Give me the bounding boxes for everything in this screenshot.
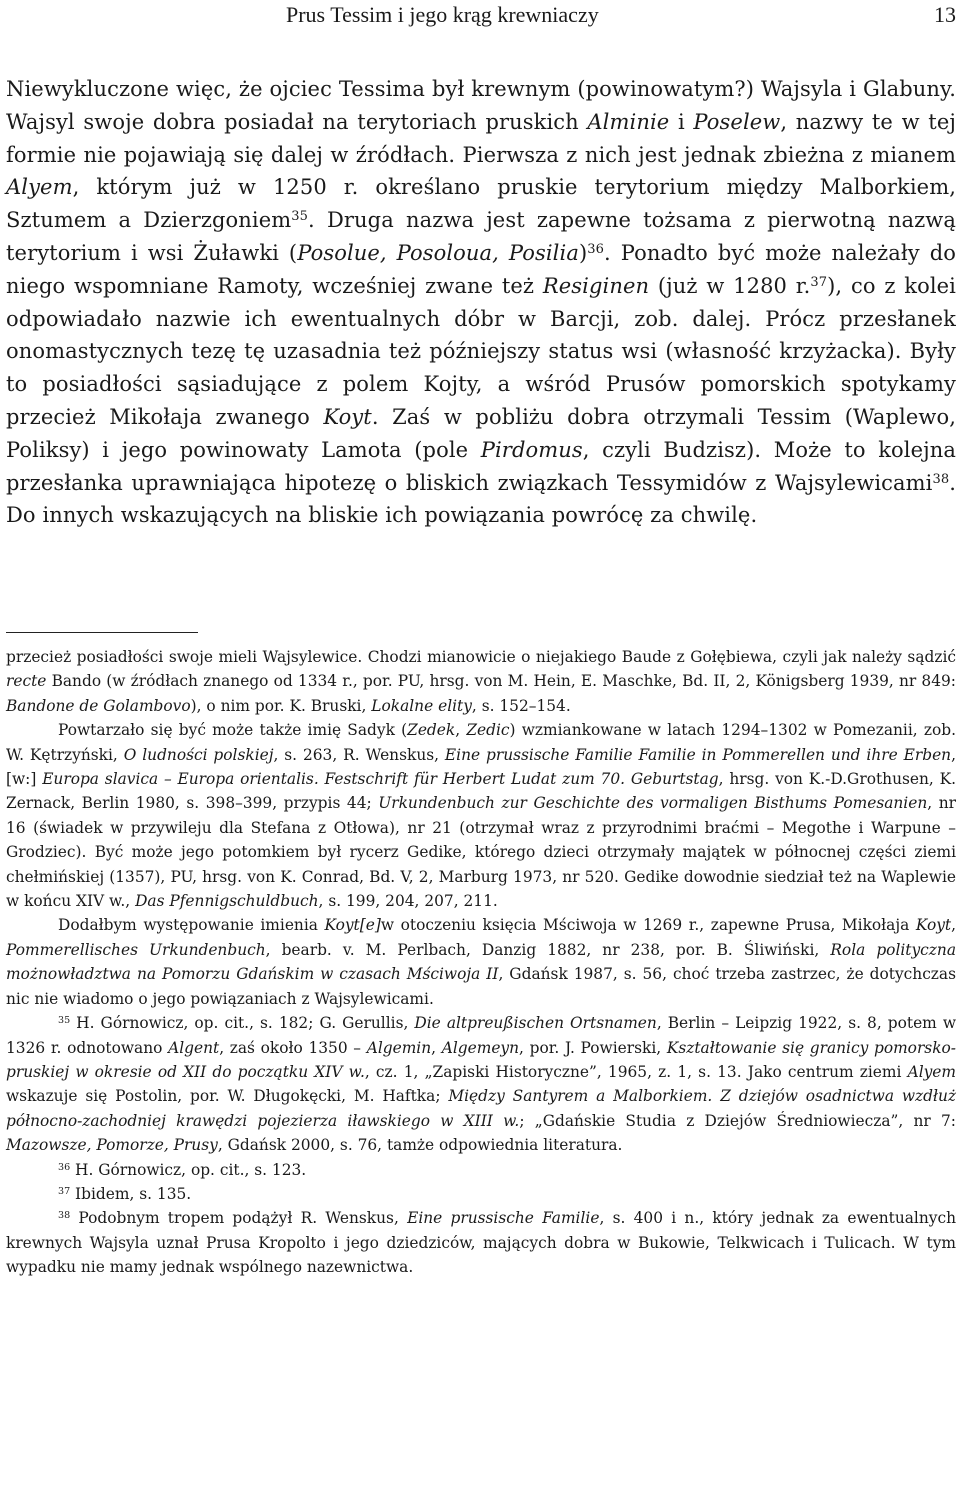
running-header [6, 2, 956, 30]
text-run: , Gdańsk 1987, s. 56, choć trzeba zastrzec, że dotychczas nic nie wiadomo o jego powiązaniach z Wajsylewicami. [6, 965, 956, 1008]
footnote-separator [6, 632, 198, 633]
text-run: . Druga nazwa jest zapewne tożsama z pierwotną nazwą terytorium i wsi Żuławki ( [6, 208, 956, 265]
footnote-paragraph [6, 913, 956, 1011]
italic-title: Kształtowanie się granicy pomorsko-pruskiej w okresie od XII do początku XIV w. [6, 1038, 957, 1081]
text-run: ) [578, 240, 588, 265]
text-run: , Gdańsk 2000, s. 76, tamże odpowiednia literatura. [217, 1136, 623, 1155]
text-run: Dodałbym występowanie imienia [58, 916, 325, 935]
italic-term: recte [6, 672, 47, 691]
italic-place-name: Pirdomus [480, 437, 583, 462]
footnote-paragraph [6, 718, 956, 913]
italic-term: Bandone de Golambovo [6, 696, 191, 715]
italic-title: Europa slavica – Europa orientalis. Festschrift für Herbert Ludat zum 70. Geburtstag [42, 770, 719, 789]
italic-place-name: Posolue, Posoloua, Posilia [297, 240, 579, 265]
text-run: (już w 1280 r. [649, 273, 811, 298]
italic-place-name: Alyem [6, 175, 73, 200]
text-run: wskazuje się Postolin, por. W. Długokęcki, M. Haftka; [6, 1087, 449, 1106]
italic-title: O ludności polskiej [123, 745, 274, 764]
footnote-number: 37 [58, 1185, 71, 1197]
italic-title: Pommerellisches Urkundenbuch [6, 940, 266, 959]
italic-title: Die altpreußischen Ortsnamen [414, 1014, 657, 1033]
italic-term: Zedek [407, 721, 456, 740]
footnote-35 [6, 1011, 956, 1157]
footnote-38 [6, 1206, 956, 1279]
text-run: ), o nim por. K. Bruski, [190, 696, 372, 715]
text-run: , cz. 1, „Zapiski Historyczne”, 1965, z. 1, s. 13. Jako centrum ziemi [364, 1062, 908, 1081]
text-run: , czyli Budzisz). Może to kolejna przesłanka uprawniająca hipotezę o bliskich związkach Tessymidów z Wajsylewicami [6, 437, 956, 495]
text-run: Ibidem, s. 135. [70, 1184, 192, 1203]
text-run: ) wzmiankowane w latach 1294–1302 w Pomezanii, zob. W. Kętrzyński, [6, 721, 956, 764]
text-run: H. Górnowicz, op. cit., s. 123. [70, 1160, 307, 1179]
text-run: , Berlin – Leipzig 1922, s. 8, potem w 1326 r. odnotowano [6, 1014, 956, 1057]
text-run: Podobnym tropem podążył R. Wenskus, [70, 1209, 408, 1228]
italic-term: Zedic [466, 721, 510, 740]
text-run: w otoczeniu księcia Mściwoja w 1269 r., zapewne Prusa, Mikołaja [380, 916, 916, 935]
text-run: , bearb. v. M. Perlbach, Danzig 1882, nr 238, por. B. Śliwiński, [265, 940, 831, 959]
footnote-number: 36 [58, 1161, 71, 1173]
footnote-ref-38[interactable]: 38 [932, 471, 950, 487]
italic-title: Eine prussische Familie Familie in Pommerellen und ihre Erben [444, 745, 952, 764]
page-number: 13 [934, 2, 956, 27]
italic-term: Algemeyn [441, 1038, 520, 1057]
text-run: , hrsg. von K.-D.Grothusen, K. Zernack, Berlin 1980, s. 398–399, przypis 44; [6, 770, 956, 813]
text-run: ), co z kolei odpowiadało nazwie ich ewentualnych dóbr w Barcji, zob. dalej. Prócz przesłanek onomastycznych tezę tę uzasadnia też późniejszy status wsi (własność krzyżacka). Były to posiadłości sąsiadujące z polem Kojty, a wśród Prusów pomorskich spotykamy przecież Mikołaja zwanego [6, 273, 956, 429]
main-text [6, 73, 956, 532]
footnotes [6, 645, 956, 1280]
footnote-continuation [6, 645, 956, 718]
text-run: , s. 400 i n., który jednak za ewentualnych krewnych Wajsyla uznał Prusa Kropolto i jego dziedziców, mających dobra w Bukowie, Telkwicach i Tulicach. W tym wypadku nie mamy jednak wspólnego nazewnictwa. [6, 1209, 956, 1277]
text-run: . Ponadto być może należały do niego wspomniane Ramoty, wcześniej zwane też [6, 240, 956, 298]
text-run: H. Górnowicz, op. cit., s. 182; G. Gerullis, [70, 1014, 415, 1033]
footnote-ref-36[interactable]: 36 [587, 241, 605, 257]
text-run: przecież posiadłości swoje mieli Wajsylewice. Chodzi mianowicie o niejakiego Baude z Gołębiewa, czyli jak należy sądzić [6, 648, 956, 666]
italic-place-name: Resiginen [542, 273, 650, 298]
italic-place-name: Koyt [323, 404, 372, 429]
footnote-number: 35 [58, 1014, 71, 1026]
text-run: Bando (w źródłach znanego od 1334 r., por. PU, hrsg. von M. Hein, E. Maschke, Bd. II, 2, Königsberg 1939, nr 849: [46, 672, 956, 691]
text-run: , [w:] [6, 745, 956, 789]
text-run: , por. J. Powierski, [519, 1038, 667, 1057]
italic-title: Między Santyrem a Malborkiem. Z dziejów osadnictwa wzdłuż północno-zachodniej krawędzi pojezierza iławskiego w XIII w. [6, 1087, 956, 1130]
text-run: , [951, 916, 956, 935]
italic-term: Algemin [366, 1038, 432, 1057]
italic-title: Rola polityczna możnowładztwa na Pomorzu Gdańskim w czasach Mściwoja II [6, 940, 956, 984]
footnote-ref-35[interactable]: 35 [291, 209, 309, 225]
italic-place-name: Poselew [693, 109, 781, 134]
footnote-36 [6, 1158, 956, 1182]
italic-term: Alyem [907, 1062, 957, 1081]
italic-term: Koyt [915, 916, 952, 935]
text-run: i [669, 109, 694, 134]
footnote-number: 38 [58, 1210, 71, 1222]
italic-term: Algent [168, 1038, 220, 1057]
main-paragraph [6, 73, 956, 532]
text-run: ; „Gdańskie Studia z Dziejów Średniowiecza”, nr 7: [519, 1111, 956, 1130]
italic-title: Mazowsze, Pomorze, Prusy [6, 1136, 218, 1155]
text-run: , s. 263, R. Wenskus, [273, 745, 445, 764]
text-run: Powtarzało się być może także imię Sadyk ( [58, 721, 408, 740]
text-run: , nr 16 (świadek w przywileju dla Stefana z Otłowa), nr 21 (otrzymał wraz z przyrodnimi braćmi – Megothe i Warpune – Grodziec). Być może jego potomkiem był rycerz Gedike, którego dzieci otrzymały majątek w północnej części ziemi chełmińskiej (1357), PU, hrsg. von K. Conrad, Bd. V, 2, Marburg 1973, nr 520. Gedike dowodnie siedział też na Waplewie w końcu XIV w., [6, 794, 956, 911]
italic-place-name: Alminie [587, 109, 670, 134]
text-run: , którym już w 1250 r. określano pruskie terytorium między Malborkiem, Sztumem a Dzierzgoniem [6, 175, 956, 233]
text-run: , nazwy te w tej formie nie pojawiają się dalej w źródłach. Pierwsza z nich jest jednak zbieżna z mianem [6, 109, 956, 167]
text-run: Niewykluczone więc, że ojciec Tessima był krewnym (powinowatym?) Wajsyla i Glabuny. Wajsyl swoje dobra posiadał na terytoriach pruskich [6, 77, 956, 134]
italic-title: Eine prussische Familie [407, 1209, 600, 1228]
running-title: Prus Tessim i jego krąg krewniaczy [286, 2, 599, 27]
italic-title: Das Pfennigschuldbuch [135, 892, 319, 911]
footnote-ref-37[interactable]: 37 [810, 274, 828, 290]
italic-title: Lokalne elity [371, 696, 472, 715]
text-run: . Zaś w pobliżu dobra otrzymali Tessim (Waplewo, Poliksy) i jego powinowaty Lamota (pole [6, 404, 956, 462]
footnote-37 [6, 1182, 956, 1206]
italic-title: Urkundenbuch zur Geschichte des vormaligen Bisthums Pomesanien [378, 794, 928, 813]
text-run: , [455, 721, 467, 740]
text-run: , zaś około 1350 – [219, 1038, 367, 1057]
text-run: , s. 152–154. [471, 696, 571, 715]
italic-term: Koyt[e] [324, 916, 381, 935]
text-run: . Do innych wskazujących na bliskie ich powiązania powrócę za chwilę. [6, 470, 956, 528]
text-run: , s. 199, 204, 207, 211. [318, 892, 498, 911]
text-run: , [431, 1038, 442, 1057]
